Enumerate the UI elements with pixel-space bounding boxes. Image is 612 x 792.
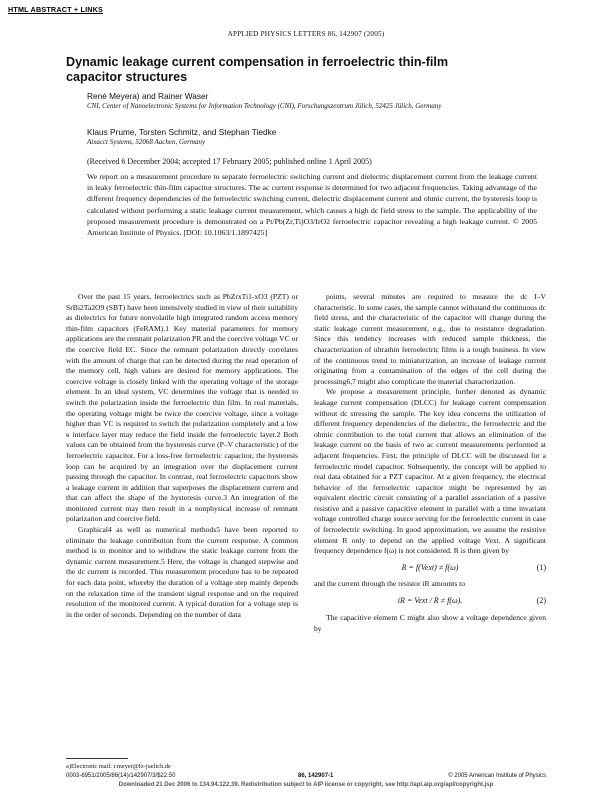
abstract: We report on a measurement procedure to separate ferroelectric switching current and dielectric displacement current from the leakage current in leaky ferroelectric thin-film capacitor structures. The ac current response is determined for two adjacent frequencies. Taking advantage of the different frequency dependencies of the ferroelectric switching current, dielectric displacement current and ohmic current, the hysteresis loop is calculated without performing a static leakage current measurement, which causes a high dc field stress to the sample. The applicability of the proposed measurement procedure is demonstrated on a Pt/Pb(Zr,Ti)O3/IrO2 ferroelectric capacitor revealing a high leakage current. © 2005 American Institute of Physics. [DOI: 10.1063/1.1897425] [87,172,537,238]
article-title: Dynamic leakage current compensation in ferroelectric thin-film capacitor structures [66,55,449,84]
paragraph: Graphical4 as well as numerical methods5 have been reported to eliminate the leakage contribution from the current response. A common method is to monitor and to withdraw the static leakage current from the dynamic current measurement.5 Here, the voltage is changed stepwise and the dc current is recorded. This measurement procedure has to be repeated for each data point, whereby the duration of a voltage step mainly depends on the relaxation time of the transient signal response and on the required resolution of the monitored current. A typical duration for a voltage step is in the order of seconds. Depending on the number of data [66,525,298,619]
paragraph: and the current through the resistor iR amounts to [314,578,465,588]
page-number: 86, 142907-1 [298,773,334,779]
footnote-rule [66,758,128,759]
download-notice: Downloaded 21 Dec 2006 to 134.94.122.39. Redistribution subject to AIP license or copyright, see http://apl.aip.org/apl/copyright.jsp [118,782,494,788]
running-head: APPLIED PHYSICS LETTERS 86, 142907 (2005) [227,30,385,38]
paragraph: points, several minutes are required to measure the dc I–V characteristic. In some cases, the sample cannot withstand the continuous dc field stress, and the characteristic of the capacitor will change during the static leakage current measurement, e.g., due to resistance degradation. Since this tendency increases with reduced sample thickness, the characterization of ultrathin ferroelectric films is a tough business. In view of the continuous trend to miniaturization, an increase of leakage current originating from a contamination of the edges of the cell during the processing6,7 might also complicate the material characterization. [314,292,546,386]
left-column [66,292,298,620]
equation-1 [314,557,546,579]
right-column [314,292,546,635]
issn-code: 0003-6951/2005/86(14)/142907/3/$22.50 [66,773,176,779]
authors-group-2: Klaus Prume, Torsten Schmitz, and Stephan Tiedke [87,127,277,137]
affiliation-2: Aixacct Systems, 52068 Aachen, Germany [87,138,206,146]
equation-2 [314,589,546,613]
copyright: © 2005 American Institute of Physics [448,773,546,779]
equation-2-body: iR = Vext / R ≠ f(ω). [397,596,463,606]
footnote: a)Electronic mail: r.meyer@fz-juelich.de [66,763,171,770]
equation-1-number: (1) [536,562,546,572]
page-footer [66,773,546,779]
html-abstract-links[interactable]: HTML ABSTRACT + LINKS [8,5,104,14]
paragraph: Over the past 15 years, ferroelectrics such as PbZrxTi1-xO3 (PZT) or SrBi2Ta2O9 (SBT) have been intensively studied in view of their suitability as dielectrics for future nonvolatile high integrated random access memory thin-film capacitors (FeRAM).1 Key material parameters for memory applications are the remnant polarization PR and the coercive voltage VC or the coercive field EC. Since the remnant polarization directly correlates with the amount of charge that can be detected during the read operation of the memory cell, high values are desired for memory applications. The coercive voltage is closely linked with the operating voltage of the storage element. In an ideal system, VC determines the voltage that is needed to switch the polarization inside the ferroelectric thin film. In real materials, the operating voltage might be twice the coercive voltage, since a voltage higher than VC is required to switch the polarization completely and a low κ interface layer may reduce the field inside the ferroelectric layer.2 Both values can be obtained from the hysteresis curve (P–V characteristic) of the ferroelectric capacitor. For a loss-free ferroelectric capacitor, the hysteresis loop can be acquired by an integration over the displacement current passing through the capacitor. In contrast, real ferroelectric capacitors show a leakage current in addition that superposes the displacement current and that can affect the shape of the hysteresis curve.3 An integration of the monitored current may then result in a nonphysical increase of remnant polarization and coercive field. [66,292,298,524]
paragraph: The capacitive element C might also show a voltage dependence given by [314,613,546,634]
authors-group-1: René Meyera) and Rainer Waser [87,91,209,101]
received-dates: (Received 6 December 2004; accepted 17 February 2005; published online 1 April 2005) [87,157,372,166]
paragraph: We propose a measurement principle, further denoted as dynamic leakage current compensation (DLCC) for leakage current compensation without dc stressing the sample. The key idea concerns the utilization of different frequency dependencies of the dielectric, the ferroelectric and the ohmic contribution to the total current that allows an elimination of the leakage current on the basis of two ac current measurements performed at adjacent frequencies. First, the principle of DLCC will be discussed for a ferroelectric model capacitor. Subsequently, the concept will be applied to real data obtained for a PZT capacitor. At a given frequency, the electrical behavior of the ferroelectric capacitor might be represented by an equivalent electric circuit consisting of a parallel association of a passive resistive and a passive capacitive element in parallel with a time invariant voltage controlled charge source serving for the ferroelectric current in case of ferroelectric switching. In good approximation, we assume the resistive element R only to depend on the applied voltage Vext. A significant frequency dependence f(ω) is not considered. R is then given by [314,387,546,556]
equation-1-body: R = f(Vext) ≠ f(ω) [401,562,459,572]
affiliation-1: CNI, Center of Nanoelectronic Systems for Information Technology (CNI), Forschungszentrum Jülich, 52425 Jülich, Germany [87,102,442,110]
equation-2-number: (2) [536,596,546,606]
